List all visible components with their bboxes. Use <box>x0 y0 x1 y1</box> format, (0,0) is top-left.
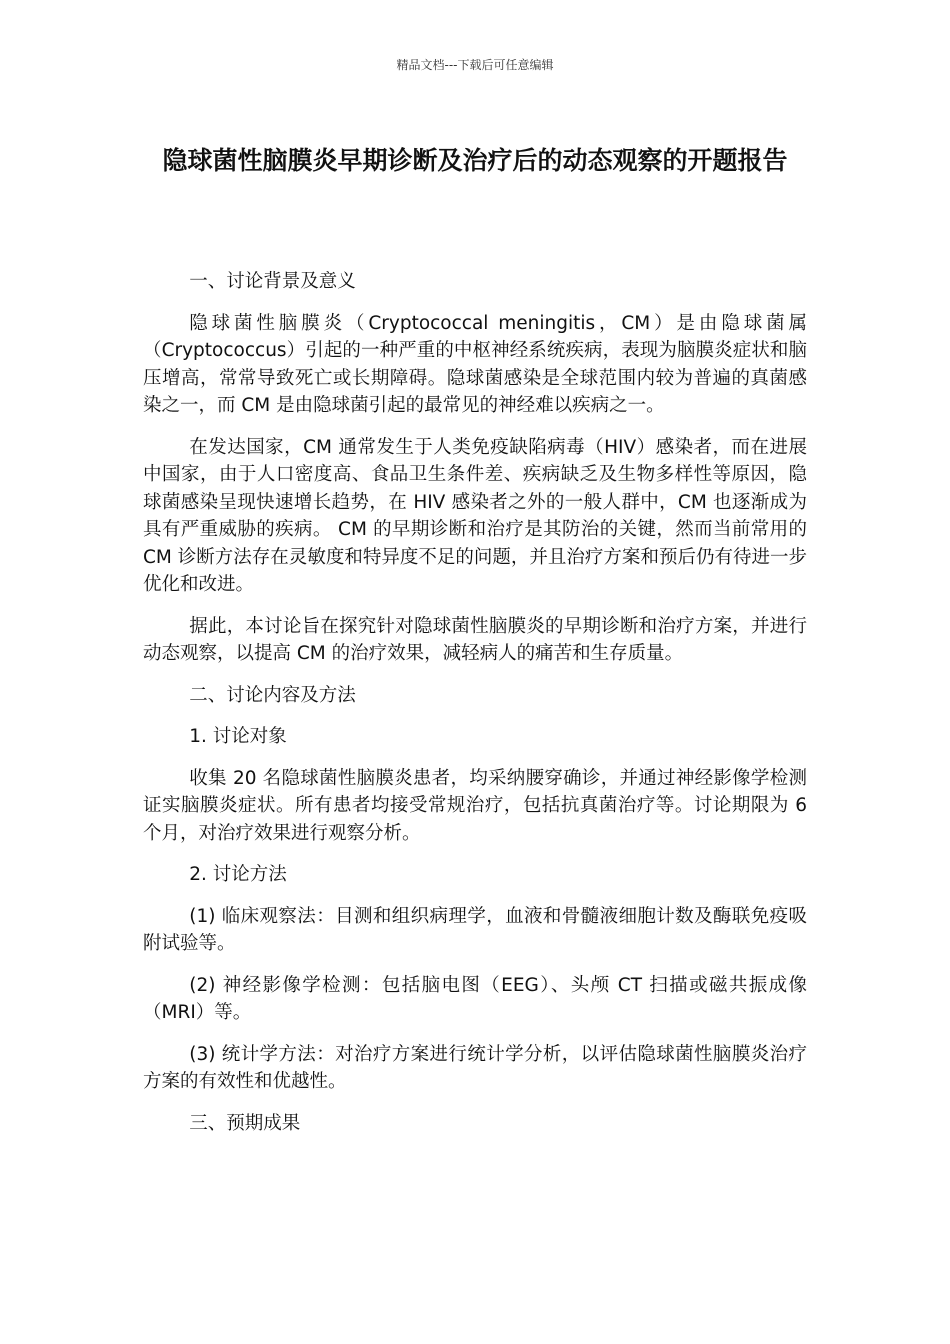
paragraph-background-3: 据此，本讨论旨在探究针对隐球菌性脑膜炎的早期诊断和治疗方案，并进行动态观察，以提高 CM 的治疗效果，减轻病人的痛苦和生存质量。 <box>143 615 807 664</box>
section-heading-content-methods: 二、讨论内容及方法 <box>189 684 356 706</box>
header-note: 精品文档---下载后可任意编辑 <box>396 58 554 72</box>
section-heading-expected-results: 三、预期成果 <box>189 1112 301 1134</box>
subheading-subjects: 1. 讨论对象 <box>189 726 287 747</box>
paragraph-background-2: 在发达国家，CM 通常发生于人类免疫缺陷病毒（HIV）感染者，而在进展中国家，由于人口密度高、食品卫生条件差、疾病缺乏及生物多样性等原因，隐球菌感染呈现快速增长趋势，在 HIV 感染者之外的一般人群中，CM 也逐渐成为具有严重威胁的疾病。 CM 的早期诊断和治疗是其防治的关键，然而当前常用的 CM 诊断方法存在灵敏度和特异度不足的问题，并且治疗方案和预后仍有待进一步优化和改进。 <box>143 436 807 595</box>
document-body <box>143 268 807 1151</box>
paragraph-background-1: 隐球菌性脑膜炎（Cryptococcal meningitis，CM）是由隐球菌属（Cryptococcus）引起的一种严重的中枢神经系统疾病，表现为脑膜炎症状和脑压增高，常常导致死亡或长期障碍。隐球菌感染是全球范围内较为普遍的真菌感染之一，而 CM 是由隐球菌引起的最常见的神经难以疾病之一。 <box>143 312 807 416</box>
paragraph-method-clinical: (1) 临床观察法：目测和组织病理学，血液和骨髓液细胞计数及酶联免疫吸附试验等。 <box>143 905 807 954</box>
paragraph-method-statistics: (3) 统计学方法：对治疗方案进行统计学分析，以评估隐球菌性脑膜炎治疗方案的有效性和优越性。 <box>143 1043 807 1092</box>
section-heading-background: 一、讨论背景及意义 <box>189 271 356 292</box>
paragraph-method-imaging: (2) 神经影像学检测：包括脑电图（EEG）、头颅 CT 扫描或磁共振成像（MRI）等。 <box>143 974 807 1023</box>
subheading-methods: 2. 讨论方法 <box>189 864 287 885</box>
paragraph-subjects: 收集 20 名隐球菌性脑膜炎患者，均采纳腰穿确诊，并通过神经影像学检测证实脑膜炎症状。所有患者均接受常规治疗，包括抗真菌治疗等。讨论期限为 6 个月，对治疗效果进行观察分析。 <box>143 767 807 844</box>
document-title: 隐球菌性脑膜炎早期诊断及治疗后的动态观察的开题报告 <box>162 146 788 175</box>
